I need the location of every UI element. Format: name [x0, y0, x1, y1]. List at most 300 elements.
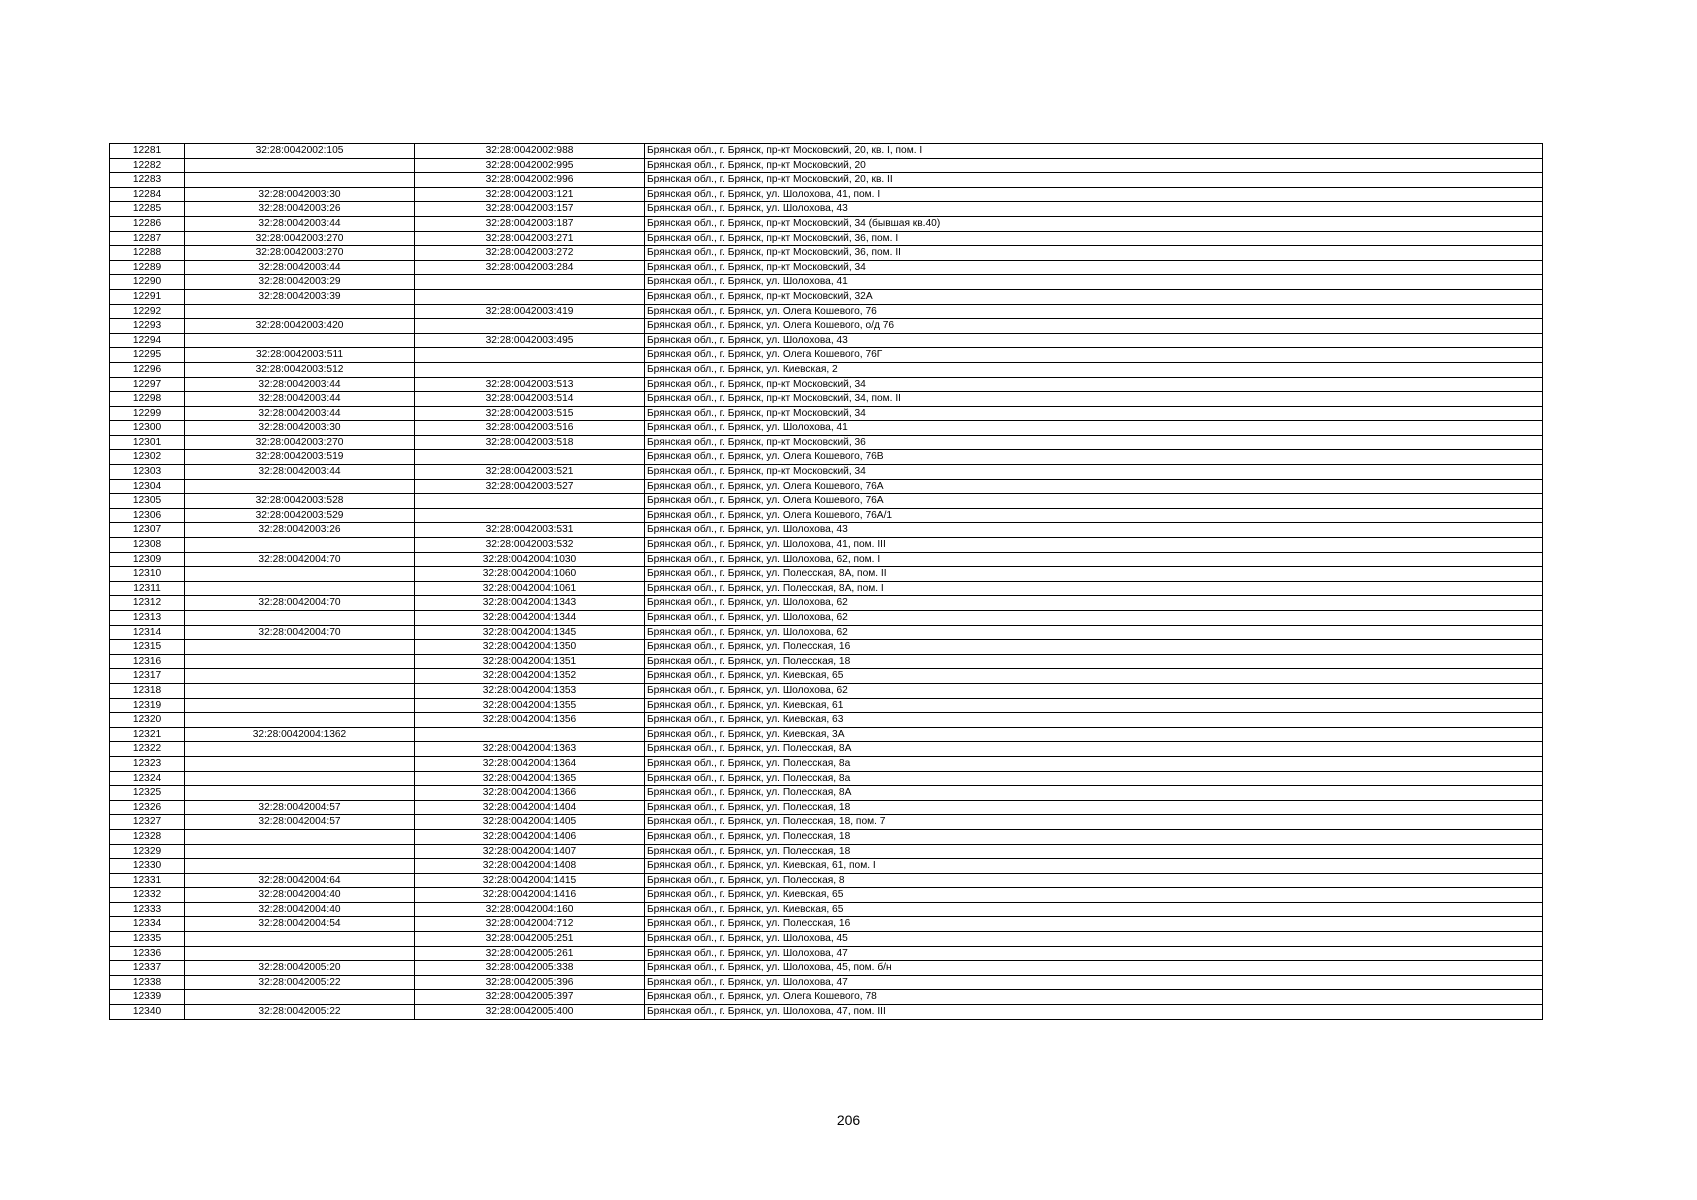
row-number-cell: 12307: [110, 523, 185, 538]
table-row: [110, 552, 1543, 567]
table-row: [110, 786, 1543, 801]
table-row: [110, 231, 1543, 246]
cadastral-number-cell: [415, 348, 645, 363]
address-cell: Брянская обл., г. Брянск, ул. Шолохова, 43: [645, 202, 1543, 217]
address-cell: Брянская обл., г. Брянск, ул. Киевская, 63: [645, 713, 1543, 728]
row-number-cell: 12314: [110, 625, 185, 640]
cadastral-number-cell: 32:28:0042003:157: [415, 202, 645, 217]
parent-cadastral-number-cell: [185, 859, 415, 874]
table-row: [110, 494, 1543, 509]
table-row: [110, 815, 1543, 830]
cadastral-number-cell: 32:28:0042004:1406: [415, 829, 645, 844]
row-number-cell: 12313: [110, 611, 185, 626]
address-cell: Брянская обл., г. Брянск, пр-кт Московский, 34: [645, 260, 1543, 275]
cadastral-number-cell: 32:28:0042004:1404: [415, 800, 645, 815]
row-number-cell: 12305: [110, 494, 185, 509]
parent-cadastral-number-cell: [185, 771, 415, 786]
cadastral-number-cell: 32:28:0042003:187: [415, 216, 645, 231]
row-number-cell: 12300: [110, 421, 185, 436]
parent-cadastral-number-cell: 32:28:0042003:519: [185, 450, 415, 465]
cadastral-number-cell: 32:28:0042005:397: [415, 990, 645, 1005]
cadastral-number-cell: 32:28:0042003:513: [415, 377, 645, 392]
row-number-cell: 12311: [110, 581, 185, 596]
cadastral-number-cell: 32:28:0042003:521: [415, 465, 645, 480]
table-row: [110, 173, 1543, 188]
address-cell: Брянская обл., г. Брянск, ул. Полесская, 8а: [645, 756, 1543, 771]
parent-cadastral-number-cell: [185, 611, 415, 626]
row-number-cell: 12309: [110, 552, 185, 567]
table-row: [110, 260, 1543, 275]
parent-cadastral-number-cell: [185, 640, 415, 655]
address-cell: Брянская обл., г. Брянск, пр-кт Московский, 34 (бывшая кв.40): [645, 216, 1543, 231]
table-row: [110, 333, 1543, 348]
cadastral-number-cell: 32:28:0042004:1352: [415, 669, 645, 684]
cadastral-number-cell: 32:28:0042003:284: [415, 260, 645, 275]
parent-cadastral-number-cell: 32:28:0042004:70: [185, 552, 415, 567]
parent-cadastral-number-cell: [185, 742, 415, 757]
table-row: [110, 216, 1543, 231]
cadastral-number-cell: 32:28:0042003:518: [415, 435, 645, 450]
address-cell: Брянская обл., г. Брянск, ул. Шолохова, 45, пом. б/н: [645, 961, 1543, 976]
table-row: [110, 727, 1543, 742]
cadastral-number-cell: 32:28:0042004:1407: [415, 844, 645, 859]
address-cell: Брянская обл., г. Брянск, пр-кт Московский, 34: [645, 406, 1543, 421]
cadastral-number-cell: 32:28:0042004:1344: [415, 611, 645, 626]
row-number-cell: 12335: [110, 932, 185, 947]
table-row: [110, 450, 1543, 465]
parent-cadastral-number-cell: 32:28:0042004:54: [185, 917, 415, 932]
row-number-cell: 12306: [110, 508, 185, 523]
parent-cadastral-number-cell: 32:28:0042005:22: [185, 1005, 415, 1020]
row-number-cell: 12331: [110, 873, 185, 888]
row-number-cell: 12303: [110, 465, 185, 480]
table-row: [110, 800, 1543, 815]
address-cell: Брянская обл., г. Брянск, ул. Полесская, 8А, пом. II: [645, 567, 1543, 582]
address-cell: Брянская обл., г. Брянск, ул. Олега Кошевого, 76В: [645, 450, 1543, 465]
table-row: [110, 435, 1543, 450]
parent-cadastral-number-cell: 32:28:0042003:30: [185, 187, 415, 202]
parent-cadastral-number-cell: 32:28:0042003:270: [185, 246, 415, 261]
row-number-cell: 12340: [110, 1005, 185, 1020]
parent-cadastral-number-cell: 32:28:0042005:22: [185, 975, 415, 990]
table-row: [110, 1005, 1543, 1020]
cadastral-number-cell: 32:28:0042004:1363: [415, 742, 645, 757]
parent-cadastral-number-cell: 32:28:0042004:1362: [185, 727, 415, 742]
registry-table-body: [110, 144, 1543, 1020]
table-row: [110, 187, 1543, 202]
cadastral-number-cell: 32:28:0042003:514: [415, 392, 645, 407]
cadastral-number-cell: 32:28:0042004:1416: [415, 888, 645, 903]
row-number-cell: 12299: [110, 406, 185, 421]
parent-cadastral-number-cell: 32:28:0042003:270: [185, 435, 415, 450]
cadastral-number-cell: 32:28:0042002:996: [415, 173, 645, 188]
table-row: [110, 902, 1543, 917]
address-cell: Брянская обл., г. Брянск, ул. Киевская, 61: [645, 698, 1543, 713]
parent-cadastral-number-cell: [185, 756, 415, 771]
cadastral-number-cell: 32:28:0042005:400: [415, 1005, 645, 1020]
cadastral-number-cell: 32:28:0042004:1365: [415, 771, 645, 786]
parent-cadastral-number-cell: 32:28:0042003:511: [185, 348, 415, 363]
table-row: [110, 873, 1543, 888]
table-row: [110, 508, 1543, 523]
cadastral-registry-table: [109, 143, 1543, 1020]
address-cell: Брянская обл., г. Брянск, ул. Шолохова, 62: [645, 625, 1543, 640]
table-row: [110, 392, 1543, 407]
address-cell: Брянская обл., г. Брянск, ул. Киевская, 61, пом. I: [645, 859, 1543, 874]
table-row: [110, 932, 1543, 947]
address-cell: Брянская обл., г. Брянск, пр-кт Московский, 36, пом. I: [645, 231, 1543, 246]
address-cell: Брянская обл., г. Брянск, ул. Киевская, 3А: [645, 727, 1543, 742]
cadastral-number-cell: [415, 450, 645, 465]
table-row: [110, 377, 1543, 392]
cadastral-number-cell: 32:28:0042004:1061: [415, 581, 645, 596]
parent-cadastral-number-cell: 32:28:0042004:70: [185, 596, 415, 611]
row-number-cell: 12315: [110, 640, 185, 655]
row-number-cell: 12284: [110, 187, 185, 202]
address-cell: Брянская обл., г. Брянск, ул. Олега Кошевого, 76А: [645, 494, 1543, 509]
parent-cadastral-number-cell: 32:28:0042003:529: [185, 508, 415, 523]
row-number-cell: 12316: [110, 654, 185, 669]
row-number-cell: 12330: [110, 859, 185, 874]
parent-cadastral-number-cell: 32:28:0042003:30: [185, 421, 415, 436]
parent-cadastral-number-cell: 32:28:0042004:57: [185, 800, 415, 815]
row-number-cell: 12283: [110, 173, 185, 188]
cadastral-number-cell: 32:28:0042004:1355: [415, 698, 645, 713]
row-number-cell: 12317: [110, 669, 185, 684]
address-cell: Брянская обл., г. Брянск, ул. Шолохова, 47: [645, 946, 1543, 961]
parent-cadastral-number-cell: [185, 669, 415, 684]
row-number-cell: 12292: [110, 304, 185, 319]
row-number-cell: 12322: [110, 742, 185, 757]
address-cell: Брянская обл., г. Брянск, ул. Полесская, 8: [645, 873, 1543, 888]
cadastral-number-cell: [415, 275, 645, 290]
table-row: [110, 246, 1543, 261]
row-number-cell: 12333: [110, 902, 185, 917]
row-number-cell: 12294: [110, 333, 185, 348]
row-number-cell: 12291: [110, 289, 185, 304]
table-row: [110, 421, 1543, 436]
address-cell: Брянская обл., г. Брянск, ул. Шолохова, 41, пом. III: [645, 538, 1543, 553]
table-row: [110, 611, 1543, 626]
parent-cadastral-number-cell: 32:28:0042004:70: [185, 625, 415, 640]
table-row: [110, 975, 1543, 990]
cadastral-number-cell: 32:28:0042004:1353: [415, 683, 645, 698]
row-number-cell: 12297: [110, 377, 185, 392]
parent-cadastral-number-cell: 32:28:0042004:40: [185, 888, 415, 903]
parent-cadastral-number-cell: [185, 946, 415, 961]
parent-cadastral-number-cell: 32:28:0042003:44: [185, 465, 415, 480]
table-row: [110, 406, 1543, 421]
address-cell: Брянская обл., г. Брянск, ул. Олега Кошевого, о/д 76: [645, 319, 1543, 334]
table-row: [110, 304, 1543, 319]
cadastral-number-cell: 32:28:0042004:160: [415, 902, 645, 917]
address-cell: Брянская обл., г. Брянск, пр-кт Московский, 36, пом. II: [645, 246, 1543, 261]
table-row: [110, 362, 1543, 377]
row-number-cell: 12296: [110, 362, 185, 377]
address-cell: Брянская обл., г. Брянск, ул. Шолохова, 62, пом. I: [645, 552, 1543, 567]
parent-cadastral-number-cell: 32:28:0042003:26: [185, 523, 415, 538]
cadastral-number-cell: 32:28:0042003:532: [415, 538, 645, 553]
parent-cadastral-number-cell: [185, 158, 415, 173]
parent-cadastral-number-cell: [185, 654, 415, 669]
cadastral-number-cell: 32:28:0042004:1030: [415, 552, 645, 567]
cadastral-number-cell: 32:28:0042004:1405: [415, 815, 645, 830]
row-number-cell: 12308: [110, 538, 185, 553]
cadastral-number-cell: 32:28:0042004:712: [415, 917, 645, 932]
cadastral-number-cell: 32:28:0042003:531: [415, 523, 645, 538]
address-cell: Брянская обл., г. Брянск, ул. Полесская, 18: [645, 800, 1543, 815]
row-number-cell: 12287: [110, 231, 185, 246]
cadastral-number-cell: 32:28:0042004:1350: [415, 640, 645, 655]
address-cell: Брянская обл., г. Брянск, ул. Шолохова, 62: [645, 683, 1543, 698]
table-row: [110, 202, 1543, 217]
address-cell: Брянская обл., г. Брянск, ул. Полесская, 8А: [645, 786, 1543, 801]
row-number-cell: 12319: [110, 698, 185, 713]
cadastral-number-cell: 32:28:0042003:515: [415, 406, 645, 421]
address-cell: Брянская обл., г. Брянск, ул. Олега Кошевого, 76А: [645, 479, 1543, 494]
cadastral-number-cell: 32:28:0042003:272: [415, 246, 645, 261]
table-row: [110, 859, 1543, 874]
address-cell: Брянская обл., г. Брянск, пр-кт Московский, 34, пом. II: [645, 392, 1543, 407]
row-number-cell: 12281: [110, 144, 185, 159]
parent-cadastral-number-cell: 32:28:0042003:270: [185, 231, 415, 246]
parent-cadastral-number-cell: [185, 304, 415, 319]
cadastral-number-cell: 32:28:0042005:261: [415, 946, 645, 961]
cadastral-number-cell: 32:28:0042004:1408: [415, 859, 645, 874]
address-cell: Брянская обл., г. Брянск, пр-кт Московский, 20: [645, 158, 1543, 173]
address-cell: Брянская обл., г. Брянск, ул. Шолохова, 47, пом. III: [645, 1005, 1543, 1020]
row-number-cell: 12336: [110, 946, 185, 961]
cadastral-number-cell: 32:28:0042004:1060: [415, 567, 645, 582]
address-cell: Брянская обл., г. Брянск, ул. Шолохова, 62: [645, 596, 1543, 611]
parent-cadastral-number-cell: [185, 713, 415, 728]
cadastral-number-cell: 32:28:0042002:988: [415, 144, 645, 159]
address-cell: Брянская обл., г. Брянск, ул. Шолохова, 43: [645, 523, 1543, 538]
cadastral-number-cell: [415, 508, 645, 523]
parent-cadastral-number-cell: 32:28:0042003:26: [185, 202, 415, 217]
cadastral-number-cell: 32:28:0042004:1351: [415, 654, 645, 669]
parent-cadastral-number-cell: 32:28:0042003:44: [185, 216, 415, 231]
address-cell: Брянская обл., г. Брянск, ул. Олега Кошевого, 76: [645, 304, 1543, 319]
row-number-cell: 12302: [110, 450, 185, 465]
table-row: [110, 567, 1543, 582]
row-number-cell: 12293: [110, 319, 185, 334]
table-row: [110, 888, 1543, 903]
row-number-cell: 12332: [110, 888, 185, 903]
address-cell: Брянская обл., г. Брянск, ул. Полесская, 8а: [645, 771, 1543, 786]
row-number-cell: 12285: [110, 202, 185, 217]
row-number-cell: 12288: [110, 246, 185, 261]
cadastral-number-cell: 32:28:0042003:516: [415, 421, 645, 436]
row-number-cell: 12334: [110, 917, 185, 932]
row-number-cell: 12326: [110, 800, 185, 815]
parent-cadastral-number-cell: 32:28:0042004:64: [185, 873, 415, 888]
cadastral-number-cell: 32:28:0042005:396: [415, 975, 645, 990]
row-number-cell: 12321: [110, 727, 185, 742]
parent-cadastral-number-cell: 32:28:0042003:528: [185, 494, 415, 509]
cadastral-number-cell: 32:28:0042005:251: [415, 932, 645, 947]
table-row: [110, 990, 1543, 1005]
parent-cadastral-number-cell: 32:28:0042003:512: [185, 362, 415, 377]
cadastral-number-cell: 32:28:0042003:419: [415, 304, 645, 319]
cadastral-number-cell: 32:28:0042005:338: [415, 961, 645, 976]
parent-cadastral-number-cell: 32:28:0042003:39: [185, 289, 415, 304]
parent-cadastral-number-cell: [185, 844, 415, 859]
address-cell: Брянская обл., г. Брянск, ул. Шолохова, 41: [645, 421, 1543, 436]
parent-cadastral-number-cell: [185, 173, 415, 188]
row-number-cell: 12320: [110, 713, 185, 728]
parent-cadastral-number-cell: [185, 567, 415, 582]
table-row: [110, 698, 1543, 713]
table-row: [110, 596, 1543, 611]
address-cell: Брянская обл., г. Брянск, ул. Шолохова, 43: [645, 333, 1543, 348]
row-number-cell: 12298: [110, 392, 185, 407]
parent-cadastral-number-cell: [185, 333, 415, 348]
address-cell: Брянская обл., г. Брянск, ул. Олега Кошевого, 78: [645, 990, 1543, 1005]
table-row: [110, 158, 1543, 173]
parent-cadastral-number-cell: 32:28:0042003:44: [185, 406, 415, 421]
table-row: [110, 640, 1543, 655]
parent-cadastral-number-cell: 32:28:0042005:20: [185, 961, 415, 976]
row-number-cell: 12337: [110, 961, 185, 976]
cadastral-number-cell: 32:28:0042004:1343: [415, 596, 645, 611]
table-row: [110, 625, 1543, 640]
cadastral-number-cell: 32:28:0042004:1356: [415, 713, 645, 728]
table-row: [110, 713, 1543, 728]
parent-cadastral-number-cell: 32:28:0042003:44: [185, 260, 415, 275]
table-row: [110, 523, 1543, 538]
table-row: [110, 275, 1543, 290]
parent-cadastral-number-cell: [185, 479, 415, 494]
table-row: [110, 669, 1543, 684]
table-row: [110, 771, 1543, 786]
table-row: [110, 581, 1543, 596]
address-cell: Брянская обл., г. Брянск, ул. Киевская, 65: [645, 669, 1543, 684]
address-cell: Брянская обл., г. Брянск, ул. Полесская, 8А, пом. I: [645, 581, 1543, 596]
address-cell: Брянская обл., г. Брянск, пр-кт Московский, 32А: [645, 289, 1543, 304]
row-number-cell: 12327: [110, 815, 185, 830]
row-number-cell: 12312: [110, 596, 185, 611]
parent-cadastral-number-cell: 32:28:0042003:44: [185, 392, 415, 407]
address-cell: Брянская обл., г. Брянск, ул. Шолохова, 47: [645, 975, 1543, 990]
row-number-cell: 12323: [110, 756, 185, 771]
row-number-cell: 12301: [110, 435, 185, 450]
cadastral-number-cell: 32:28:0042004:1366: [415, 786, 645, 801]
cadastral-number-cell: 32:28:0042003:271: [415, 231, 645, 246]
parent-cadastral-number-cell: [185, 698, 415, 713]
cadastral-number-cell: 32:28:0042003:495: [415, 333, 645, 348]
table-row: [110, 917, 1543, 932]
address-cell: Брянская обл., г. Брянск, ул. Киевская, 65: [645, 902, 1543, 917]
address-cell: Брянская обл., г. Брянск, пр-кт Московский, 20, кв. II: [645, 173, 1543, 188]
parent-cadastral-number-cell: 32:28:0042004:40: [185, 902, 415, 917]
address-cell: Брянская обл., г. Брянск, пр-кт Московский, 34: [645, 465, 1543, 480]
cadastral-number-cell: 32:28:0042003:527: [415, 479, 645, 494]
row-number-cell: 12338: [110, 975, 185, 990]
parent-cadastral-number-cell: 32:28:0042003:44: [185, 377, 415, 392]
address-cell: Брянская обл., г. Брянск, ул. Олега Кошевого, 76А/1: [645, 508, 1543, 523]
table-row: [110, 946, 1543, 961]
parent-cadastral-number-cell: [185, 683, 415, 698]
table-row: [110, 844, 1543, 859]
cadastral-number-cell: [415, 727, 645, 742]
address-cell: Брянская обл., г. Брянск, ул. Полесская, 18: [645, 654, 1543, 669]
address-cell: Брянская обл., г. Брянск, ул. Олега Кошевого, 76Г: [645, 348, 1543, 363]
parent-cadastral-number-cell: [185, 786, 415, 801]
row-number-cell: 12325: [110, 786, 185, 801]
address-cell: Брянская обл., г. Брянск, ул. Шолохова, 45: [645, 932, 1543, 947]
parent-cadastral-number-cell: 32:28:0042004:57: [185, 815, 415, 830]
address-cell: Брянская обл., г. Брянск, ул. Шолохова, 41, пом. I: [645, 187, 1543, 202]
cadastral-number-cell: [415, 319, 645, 334]
cadastral-number-cell: [415, 494, 645, 509]
address-cell: Брянская обл., г. Брянск, ул. Полесская, 18: [645, 844, 1543, 859]
row-number-cell: 12329: [110, 844, 185, 859]
cadastral-number-cell: 32:28:0042004:1415: [415, 873, 645, 888]
parent-cadastral-number-cell: [185, 932, 415, 947]
row-number-cell: 12282: [110, 158, 185, 173]
table-row: [110, 289, 1543, 304]
address-cell: Брянская обл., г. Брянск, ул. Полесская, 16: [645, 917, 1543, 932]
parent-cadastral-number-cell: 32:28:0042002:105: [185, 144, 415, 159]
parent-cadastral-number-cell: [185, 581, 415, 596]
address-cell: Брянская обл., г. Брянск, ул. Шолохова, 62: [645, 611, 1543, 626]
row-number-cell: 12289: [110, 260, 185, 275]
table-row: [110, 683, 1543, 698]
row-number-cell: 12328: [110, 829, 185, 844]
address-cell: Брянская обл., г. Брянск, ул. Полесская, 18: [645, 829, 1543, 844]
cadastral-number-cell: [415, 289, 645, 304]
page-number: 206: [836, 1112, 861, 1128]
address-cell: Брянская обл., г. Брянск, ул. Полесская, 16: [645, 640, 1543, 655]
row-number-cell: 12339: [110, 990, 185, 1005]
table-row: [110, 348, 1543, 363]
parent-cadastral-number-cell: 32:28:0042003:29: [185, 275, 415, 290]
table-row: [110, 742, 1543, 757]
row-number-cell: 12318: [110, 683, 185, 698]
table-row: [110, 465, 1543, 480]
table-row: [110, 479, 1543, 494]
cadastral-number-cell: 32:28:0042002:995: [415, 158, 645, 173]
row-number-cell: 12304: [110, 479, 185, 494]
row-number-cell: 12310: [110, 567, 185, 582]
cadastral-number-cell: 32:28:0042004:1345: [415, 625, 645, 640]
table-row: [110, 538, 1543, 553]
table-row: [110, 829, 1543, 844]
table-row: [110, 144, 1543, 159]
address-cell: Брянская обл., г. Брянск, ул. Полесская, 18, пом. 7: [645, 815, 1543, 830]
parent-cadastral-number-cell: 32:28:0042003:420: [185, 319, 415, 334]
cadastral-number-cell: 32:28:0042003:121: [415, 187, 645, 202]
row-number-cell: 12295: [110, 348, 185, 363]
row-number-cell: 12324: [110, 771, 185, 786]
address-cell: Брянская обл., г. Брянск, ул. Киевская, 2: [645, 362, 1543, 377]
table-row: [110, 654, 1543, 669]
address-cell: Брянская обл., г. Брянск, пр-кт Московский, 36: [645, 435, 1543, 450]
address-cell: Брянская обл., г. Брянск, пр-кт Московский, 20, кв. I, пом. I: [645, 144, 1543, 159]
address-cell: Брянская обл., г. Брянск, ул. Киевская, 65: [645, 888, 1543, 903]
row-number-cell: 12286: [110, 216, 185, 231]
cadastral-number-cell: 32:28:0042004:1364: [415, 756, 645, 771]
cadastral-number-cell: [415, 362, 645, 377]
parent-cadastral-number-cell: [185, 829, 415, 844]
address-cell: Брянская обл., г. Брянск, ул. Шолохова, 41: [645, 275, 1543, 290]
parent-cadastral-number-cell: [185, 990, 415, 1005]
address-cell: Брянская обл., г. Брянск, ул. Полесская, 8А: [645, 742, 1543, 757]
table-row: [110, 961, 1543, 976]
table-row: [110, 756, 1543, 771]
address-cell: Брянская обл., г. Брянск, пр-кт Московский, 34: [645, 377, 1543, 392]
